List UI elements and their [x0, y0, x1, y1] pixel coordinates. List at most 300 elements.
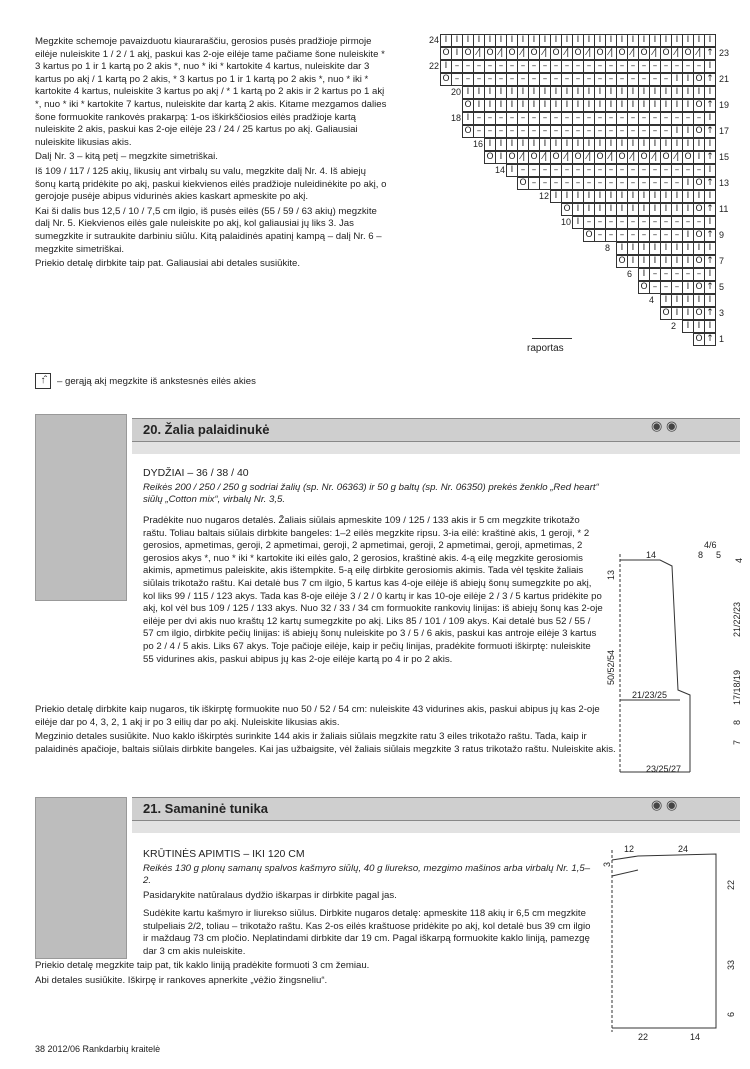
chart-cell: I	[462, 112, 474, 125]
chart-cell: –	[517, 164, 529, 177]
chart-cell: O	[484, 151, 496, 164]
chart-cell: –	[693, 268, 705, 281]
chart-cell: I	[506, 99, 518, 112]
chart-cell: –	[550, 125, 562, 138]
chart-cell: –	[583, 177, 595, 190]
chart-cell: –	[550, 60, 562, 73]
chart-cell: O	[693, 203, 705, 216]
chart-cell: I	[605, 203, 617, 216]
chart-cell: –	[616, 60, 628, 73]
chart-cell: O	[528, 151, 540, 164]
chart-cell: –	[682, 112, 694, 125]
chart-cell: –	[638, 229, 650, 242]
chart-cell: ⁄|	[671, 47, 683, 60]
chart-cell: I	[649, 190, 661, 203]
chart-cell: –	[583, 112, 595, 125]
chart-cell: –	[572, 177, 584, 190]
dim-label: 8	[732, 720, 742, 726]
chart-cell: I	[440, 34, 452, 47]
chart-cell: I	[660, 138, 672, 151]
chart-cell: –	[693, 60, 705, 73]
chart-cell: I	[627, 242, 639, 255]
chart-cell: –	[583, 216, 595, 229]
chart-cell: I	[638, 190, 650, 203]
row-number: 7	[719, 256, 725, 266]
chart-cell: O	[682, 47, 694, 60]
chart-cell: –	[572, 164, 584, 177]
chart-cell: I	[638, 138, 650, 151]
paragraph: Abi detales susiūkite. Iškirpę ir rankoves apnerkite „vėžio žingsneliu“.	[35, 974, 328, 986]
chart-row	[617, 242, 716, 255]
paragraph: Pradėkite nuo nugaros detalės. Žaliais siūlais apmeskite 109 / 125 / 133 akis ir 5 cm megzkite trikotažo raštu. Toliau baltais siūlais dirbkite bangeles: 1–2 eilės megzkite ripsu. 3-ia eilė: kraštinė akis, 1 geroji, * 2 gerosios, apmetimas, geroji, 2 apmetimai, geroji, 2 apmetimai, geroji, 2 apmetimai, geroji, apmetimas, 2 gerosios akys *, nuo * iki * kartokite iki eilės galo, 2 gerosios, kraštinė akis. 4-ą eilę megzkite gerosiomis akimis, apmetimus paleiskite, akis ištempkite. 5-ą eilę dirbkite gerosiomis akimis. Tada vėl tęskite žaliais siūlais trikotažo raštu. Kai detalė bus 7 cm ilgio, 5 kartus kas 4-oje eilėje iš abiejų šonų sumegzkite po akį, kol liks 99 / 115 / 123 akys. Tada kas 8-oje eilėje 3 / 2 / 0 kartų ir kas 10-oje eilėje 2 / 3 / 5 kartus pridėkite po akį, kol vėl bus 109 / 125 / 133 akys. Nuo 32 / 33 / 34 cm formuokite rankovių linijas: iš abiejų šonų kas 2-oje eilėje per dvi akis nuo kraštų 12 kartų sumegzkite po akį. Liks 85 / 101 / 109 akys. Kai detalė bus 52 / 55 / 57 cm ilgio, dirbkite pečių linijas: iš abiejų šonų nuleiskite po 3 / 5 / 6 akis, paskui kas antroje eilėje 3 kartus po 2 / 4 / 5 akis. Liks 67 akys. Toje pačioje eilėje, kaip ir pečių linijas, pradėkite formuoti iškirptę: nuleiskite 55 vidurines akis, paskui abipus jų kas 2-oje eilėje kartą po 4 ir po 2 akis.	[143, 515, 603, 665]
chart-cell: –	[539, 60, 551, 73]
chart-cell: I	[572, 190, 584, 203]
chart-cell: –	[484, 73, 496, 86]
chart-cell: –	[605, 177, 617, 190]
chart-cell: –	[495, 60, 507, 73]
chart-cell: ↑	[704, 99, 716, 112]
chart-cell: –	[572, 112, 584, 125]
chart-cell: –	[616, 73, 628, 86]
chart-cell: –	[561, 125, 573, 138]
chart-cell: –	[594, 60, 606, 73]
chart-cell: I	[605, 138, 617, 151]
chart-cell: I	[660, 86, 672, 99]
chart-cell: –	[539, 125, 551, 138]
chart-cell: I	[616, 203, 628, 216]
chart-cell: I	[682, 281, 694, 294]
chart-cell: –	[660, 164, 672, 177]
chart-cell: O	[693, 99, 705, 112]
section20-text	[143, 467, 603, 509]
chart-cell: O	[660, 307, 672, 320]
chart-cell: I	[583, 86, 595, 99]
chart-cell: I	[594, 99, 606, 112]
chart-cell: O	[583, 229, 595, 242]
chart-cell: –	[506, 125, 518, 138]
chart-cell: I	[671, 99, 683, 112]
chart-cell: I	[528, 99, 540, 112]
row-number: 3	[719, 308, 725, 318]
chart-cell: O	[528, 47, 540, 60]
chart-cell: I	[704, 268, 716, 281]
chart-cell: I	[528, 138, 540, 151]
chart-cell: O	[572, 151, 584, 164]
chart-cell: I	[627, 34, 639, 47]
chart-cell: –	[671, 177, 683, 190]
chart-cell: ⁄|	[473, 47, 485, 60]
chart-cell: I	[616, 138, 628, 151]
chart-cell: –	[693, 216, 705, 229]
chart-cell: –	[660, 229, 672, 242]
row-number: 18	[451, 113, 462, 123]
chart-cell: I	[693, 151, 705, 164]
chart-cell: ↑	[704, 307, 716, 320]
chart-cell: –	[638, 177, 650, 190]
chart-cell: I	[682, 242, 694, 255]
chart-cell: ⁄|	[693, 47, 705, 60]
section-title: 20. Žalia palaidinukė	[143, 422, 270, 437]
chart-cell: I	[572, 216, 584, 229]
chart-cell: –	[517, 112, 529, 125]
chart-cell: I	[594, 203, 606, 216]
row-number: 22	[429, 61, 440, 71]
chart-cell: –	[649, 177, 661, 190]
chart-cell: I	[594, 34, 606, 47]
chart-cell: I	[682, 294, 694, 307]
chart-cell: I	[539, 34, 551, 47]
chart-cell: –	[572, 125, 584, 138]
chart-cell: –	[627, 125, 639, 138]
paragraph: Priekio detalę megzkite taip pat, tik kaklo liniją pradėkite formuoti 3 cm žemiau.	[35, 960, 370, 972]
row-number: 23	[719, 48, 730, 58]
chart-cell: O	[638, 47, 650, 60]
chart-row	[562, 203, 716, 216]
chart-row	[463, 125, 716, 138]
chart-cell: I	[649, 203, 661, 216]
chart-row	[463, 86, 716, 99]
chart-cell: I	[693, 86, 705, 99]
chart-cell: I	[704, 164, 716, 177]
chart-cell: I	[660, 190, 672, 203]
chart-cell: O	[638, 151, 650, 164]
dim-label: 7	[732, 740, 742, 746]
chart-cell: I	[649, 255, 661, 268]
chart-cell: I	[627, 138, 639, 151]
chart-cell: O	[594, 151, 606, 164]
chart-cell: I	[704, 242, 716, 255]
chart-cell: I	[594, 138, 606, 151]
chart-cell: I	[682, 177, 694, 190]
paragraph: Megzkite schemoje pavaizduotu kiauraraščiu, gerosios pusės pradžioje pirmoje eilėje nuleiskite 1 / 2 / 1 akį, paskui kas 2-oje eilėje tame pačiame šone nuleiskite * 3 kartus po 1 ir 1 kartą po 2 akis *, nuo * iki * kartokite 4 kartus, nuleiskite dar 3 kartus po akį / 1 kartą po 2 akis, * 3 kartus po 1 ir 1 kartą po 2 akis *, nuo * iki * kartokite 4 kartus, nuleiskite 3 kartus po akį / * 1 kartą po 2 akis ir 2 kartus po 1 akį *, nuo * iki * kartokite 7 kartus, nuleiskite dar kartą 2 akis. Kitame mezgamos dalies šone formuokite rankovės prakarpą: 1-os iškirkščiosios eilės pradžioje kartą nuleiskite 2 akis, paskui kas 2-oje eilėje 23 / 24 / 25 kartus po akį. Galiausiai nuleiskite likusias akis.	[35, 36, 387, 148]
row-number: 8	[605, 243, 611, 253]
dim-label: 22	[638, 1032, 649, 1042]
chart-cell: –	[638, 112, 650, 125]
chart-cell: O	[561, 203, 573, 216]
chart-cell: I	[583, 99, 595, 112]
chart-cell: –	[561, 73, 573, 86]
row-number: 24	[429, 35, 440, 45]
chart-cell: –	[638, 125, 650, 138]
chart-cell: –	[627, 164, 639, 177]
dim-label: 5	[716, 550, 722, 560]
chart-cell: –	[671, 60, 683, 73]
chart-cell: –	[506, 60, 518, 73]
chart-cell: I	[638, 99, 650, 112]
chart-cell: –	[583, 73, 595, 86]
chart-cell: I	[704, 138, 716, 151]
chart-cell: ⁄|	[605, 47, 617, 60]
chart-cell: –	[638, 73, 650, 86]
chart-cell: I	[627, 203, 639, 216]
dim-label: 14	[646, 550, 657, 560]
chart-cell: –	[561, 60, 573, 73]
chart-cell: I	[693, 34, 705, 47]
dim-label: 4/6	[704, 540, 717, 550]
chart-cell: –	[539, 73, 551, 86]
chart-row	[441, 73, 716, 86]
chart-cell: –	[627, 112, 639, 125]
chart-cell: I	[594, 86, 606, 99]
chart-cell: –	[682, 60, 694, 73]
chart-cell: I	[671, 86, 683, 99]
chart-cell: –	[506, 73, 518, 86]
chart-cell: –	[638, 164, 650, 177]
chart-cell: –	[616, 164, 628, 177]
chart-cell: I	[495, 151, 507, 164]
chart-cell: –	[605, 112, 617, 125]
chart-cell: –	[539, 112, 551, 125]
chart-cell: I	[638, 86, 650, 99]
chart-cell: –	[506, 112, 518, 125]
chart-row	[463, 112, 716, 125]
chart-cell: –	[462, 73, 474, 86]
chart-cell: I	[539, 86, 551, 99]
chart-cell: I	[627, 99, 639, 112]
chart-footer-label: raportas	[527, 343, 564, 354]
chart-cell: –	[682, 216, 694, 229]
chart-cell: –	[594, 112, 606, 125]
chart-cell: –	[517, 73, 529, 86]
chart-cell: ⁄|	[583, 47, 595, 60]
chart-cell: I	[704, 60, 716, 73]
chart-cell: –	[473, 73, 485, 86]
chart-cell: I	[583, 34, 595, 47]
chart-cell: O	[462, 99, 474, 112]
chart-cell: I	[462, 34, 474, 47]
chart-cell: –	[583, 164, 595, 177]
chart-cell: I	[682, 255, 694, 268]
chart-cell: I	[572, 34, 584, 47]
chart-row	[551, 190, 716, 203]
chart-cell: I	[682, 229, 694, 242]
dim-label: 23/25/27	[646, 764, 682, 774]
chart-cell: I	[671, 125, 683, 138]
chart-cell: –	[627, 216, 639, 229]
chart-cell: I	[704, 112, 716, 125]
chart-cell: –	[671, 281, 683, 294]
section-subbar	[132, 442, 740, 454]
chart-cell: I	[495, 86, 507, 99]
chart-cell: –	[572, 60, 584, 73]
chart-cell: I	[605, 86, 617, 99]
dim-label: 3	[602, 862, 612, 868]
chart-cell: –	[682, 164, 694, 177]
chart-cell: I	[484, 138, 496, 151]
chart-cell: I	[572, 203, 584, 216]
materials-line: Reikės 200 / 250 / 250 g sodriai žalių (sp. Nr. 06363) ir 50 g baltų (sp. Nr. 06350) prekės ženklo „Red heart“ siūlų „Cotton mix“, virbalų Nr. 3,5.	[143, 481, 599, 506]
chart-cell: I	[550, 138, 562, 151]
chart-cell: I	[462, 86, 474, 99]
chart-cell: –	[528, 125, 540, 138]
chart-cell: I	[517, 99, 529, 112]
chart-row	[441, 47, 716, 60]
chart-cell: I	[682, 34, 694, 47]
blouse-schematic	[600, 540, 745, 780]
chart-row	[485, 138, 716, 151]
chart-cell: I	[484, 86, 496, 99]
chart-cell: O	[682, 151, 694, 164]
chart-cell: I	[660, 294, 672, 307]
chart-cell: –	[484, 125, 496, 138]
chart-cell: ⁄|	[627, 151, 639, 164]
chart-cell: –	[649, 125, 661, 138]
chart-cell: –	[649, 229, 661, 242]
chart-cell: I	[506, 164, 518, 177]
chart-cell: –	[616, 177, 628, 190]
chart-cell: O	[616, 255, 628, 268]
chart-cell: –	[605, 164, 617, 177]
chart-cell: I	[704, 294, 716, 307]
chart-cell: ⁄|	[583, 151, 595, 164]
paragraph: Priekio detalę dirbkite taip pat. Galiausiai abi detales susiūkite.	[35, 258, 301, 270]
chart-cell: –	[605, 216, 617, 229]
chart-cell: I	[704, 320, 716, 333]
chart-cell: I	[638, 242, 650, 255]
chart-cell: O	[693, 125, 705, 138]
chart-cell: –	[484, 112, 496, 125]
chart-cell: –	[528, 164, 540, 177]
chart-cell: O	[638, 281, 650, 294]
dim-label: 8	[698, 550, 704, 560]
chart-cell: –	[605, 229, 617, 242]
chart-cell: I	[440, 60, 452, 73]
chart-cell: O	[550, 151, 562, 164]
chart-cell: O	[693, 307, 705, 320]
materials-line: Reikės 130 g plonų samanų spalvos kašmyro siūlų, 40 g liurekso, mezgimo mašinos arba virbalų Nr. 1,5–2.	[143, 862, 591, 887]
section-subbar	[132, 821, 740, 833]
chart-cell: I	[682, 73, 694, 86]
chart-cell: –	[660, 177, 672, 190]
chart-cell: ⁄|	[517, 151, 529, 164]
chart-cell: I	[671, 34, 683, 47]
dim-label: 24	[678, 844, 689, 854]
chart-cell: I	[682, 125, 694, 138]
chart-cell: I	[693, 138, 705, 151]
chart-cell: I	[561, 34, 573, 47]
section20-body2	[35, 704, 620, 758]
chart-cell: –	[660, 73, 672, 86]
chart-cell: –	[616, 125, 628, 138]
chart-cell: –	[495, 73, 507, 86]
chart-cell: I	[572, 99, 584, 112]
chart-cell: ↑	[704, 73, 716, 86]
dim-label: 4	[734, 558, 744, 564]
difficulty-rating-icon: ◉ ◉	[651, 418, 678, 433]
difficulty-rating-icon: ◉ ◉	[651, 797, 678, 812]
chart-cell: –	[660, 281, 672, 294]
chart-cell: I	[561, 86, 573, 99]
chart-cell: O	[462, 125, 474, 138]
chart-cell: –	[550, 112, 562, 125]
chart-cell: –	[627, 229, 639, 242]
chart-cell: –	[539, 164, 551, 177]
chart-row	[639, 281, 716, 294]
chart-cell: I	[583, 138, 595, 151]
chart-row	[661, 307, 716, 320]
chart-cell: –	[605, 125, 617, 138]
row-number: 2	[671, 321, 677, 331]
legend-text: – gerąją akį megzkite iš ankstesnės eilės akies	[57, 375, 256, 387]
chart-cell: –	[693, 164, 705, 177]
paragraph: Dalį Nr. 3 – kitą petį – megzkite simetriškai.	[35, 151, 218, 163]
chart-cell: –	[495, 112, 507, 125]
chart-cell: I	[583, 203, 595, 216]
row-number: 15	[719, 152, 730, 162]
chart-cell: ⁄|	[649, 47, 661, 60]
row-number: 19	[719, 100, 730, 110]
row-number: 11	[719, 204, 729, 214]
dim-label: 12	[624, 844, 635, 854]
dim-label: 14	[690, 1032, 701, 1042]
chart-cell: –	[671, 216, 683, 229]
stitch-symbol-icon: ↑̂	[35, 373, 51, 389]
chart-cell: ↑	[704, 151, 716, 164]
chart-cell: I	[550, 34, 562, 47]
chart-cell: –	[649, 268, 661, 281]
paragraph: Sudėkite kartu kašmyro ir liurekso siūlus. Dirbkite nugaros detalę: apmeskite 118 akių ir 6,5 cm megzkite stulpeliais 2/2, toliau – trikotažo raštu. Kas 2-os eilės kraštuose pridėkite po akį, kol detalė bus 39 cm ilgio ir maždaug 73 cm pločio. Neplatindami dirbkite dar 19 cm. Pagal iškarpą formuokite kaklo liniją, pamezgę dar 3 cm akis nuleiskite.	[143, 908, 591, 957]
chart-cell: –	[671, 164, 683, 177]
chart-cell: –	[616, 229, 628, 242]
chart-cell: –	[693, 112, 705, 125]
chart-cell: –	[462, 60, 474, 73]
chart-cell: I	[506, 86, 518, 99]
chart-cell: –	[660, 268, 672, 281]
chart-cell: ⁄|	[649, 151, 661, 164]
chart-cell: O	[440, 73, 452, 86]
chart-cell: –	[649, 60, 661, 73]
chart-cell: O	[693, 177, 705, 190]
chart-cell: –	[561, 164, 573, 177]
chart-cell: O	[484, 47, 496, 60]
chart-cell: I	[638, 34, 650, 47]
chart-cell: I	[704, 216, 716, 229]
chart-row	[485, 151, 716, 164]
chart-cell: I	[506, 34, 518, 47]
chart-cell: –	[682, 268, 694, 281]
chart-cell: –	[528, 73, 540, 86]
chart-cell: I	[517, 138, 529, 151]
chart-cell: I	[616, 34, 628, 47]
chart-cell: ⁄|	[671, 151, 683, 164]
chart-cell: –	[594, 229, 606, 242]
chart-cell: I	[495, 34, 507, 47]
chart-cell: O	[506, 47, 518, 60]
chart-cell: O	[462, 47, 474, 60]
chart-cell: –	[473, 60, 485, 73]
chart-cell: –	[528, 177, 540, 190]
chart-cell: –	[517, 60, 529, 73]
chart-cell: ⁄|	[605, 151, 617, 164]
chart-cell: I	[627, 255, 639, 268]
chart-cell: –	[649, 164, 661, 177]
chart-cell: ↑	[704, 281, 716, 294]
paragraph: Megzinio detales susiūkite. Nuo kaklo iškirptės surinkite 144 akis ir žaliais siūlais megzkite ratu 3 eiles trikotažo raštu. Tada, kaip ir palaidinės apačioje, baltais siūlais dirbkite bangeles. Kai jas užbaigsite, vėl žaliais siūlais megzkite 3 ratus trikotažo raštu. Nuleiskite akis.	[35, 731, 616, 755]
chart-cell: I	[660, 99, 672, 112]
chart-cell: I	[473, 34, 485, 47]
dim-label: 13	[606, 570, 616, 581]
chart-cell: I	[495, 138, 507, 151]
knitting-chart	[392, 34, 742, 364]
chart-cell: I	[550, 190, 562, 203]
chart-cell: –	[550, 164, 562, 177]
chart-cell: I	[539, 99, 551, 112]
chart-cell: I	[682, 86, 694, 99]
chart-cell: I	[649, 99, 661, 112]
chart-cell: –	[550, 177, 562, 190]
chart-cell: I	[671, 307, 683, 320]
chart-cell: I	[682, 307, 694, 320]
